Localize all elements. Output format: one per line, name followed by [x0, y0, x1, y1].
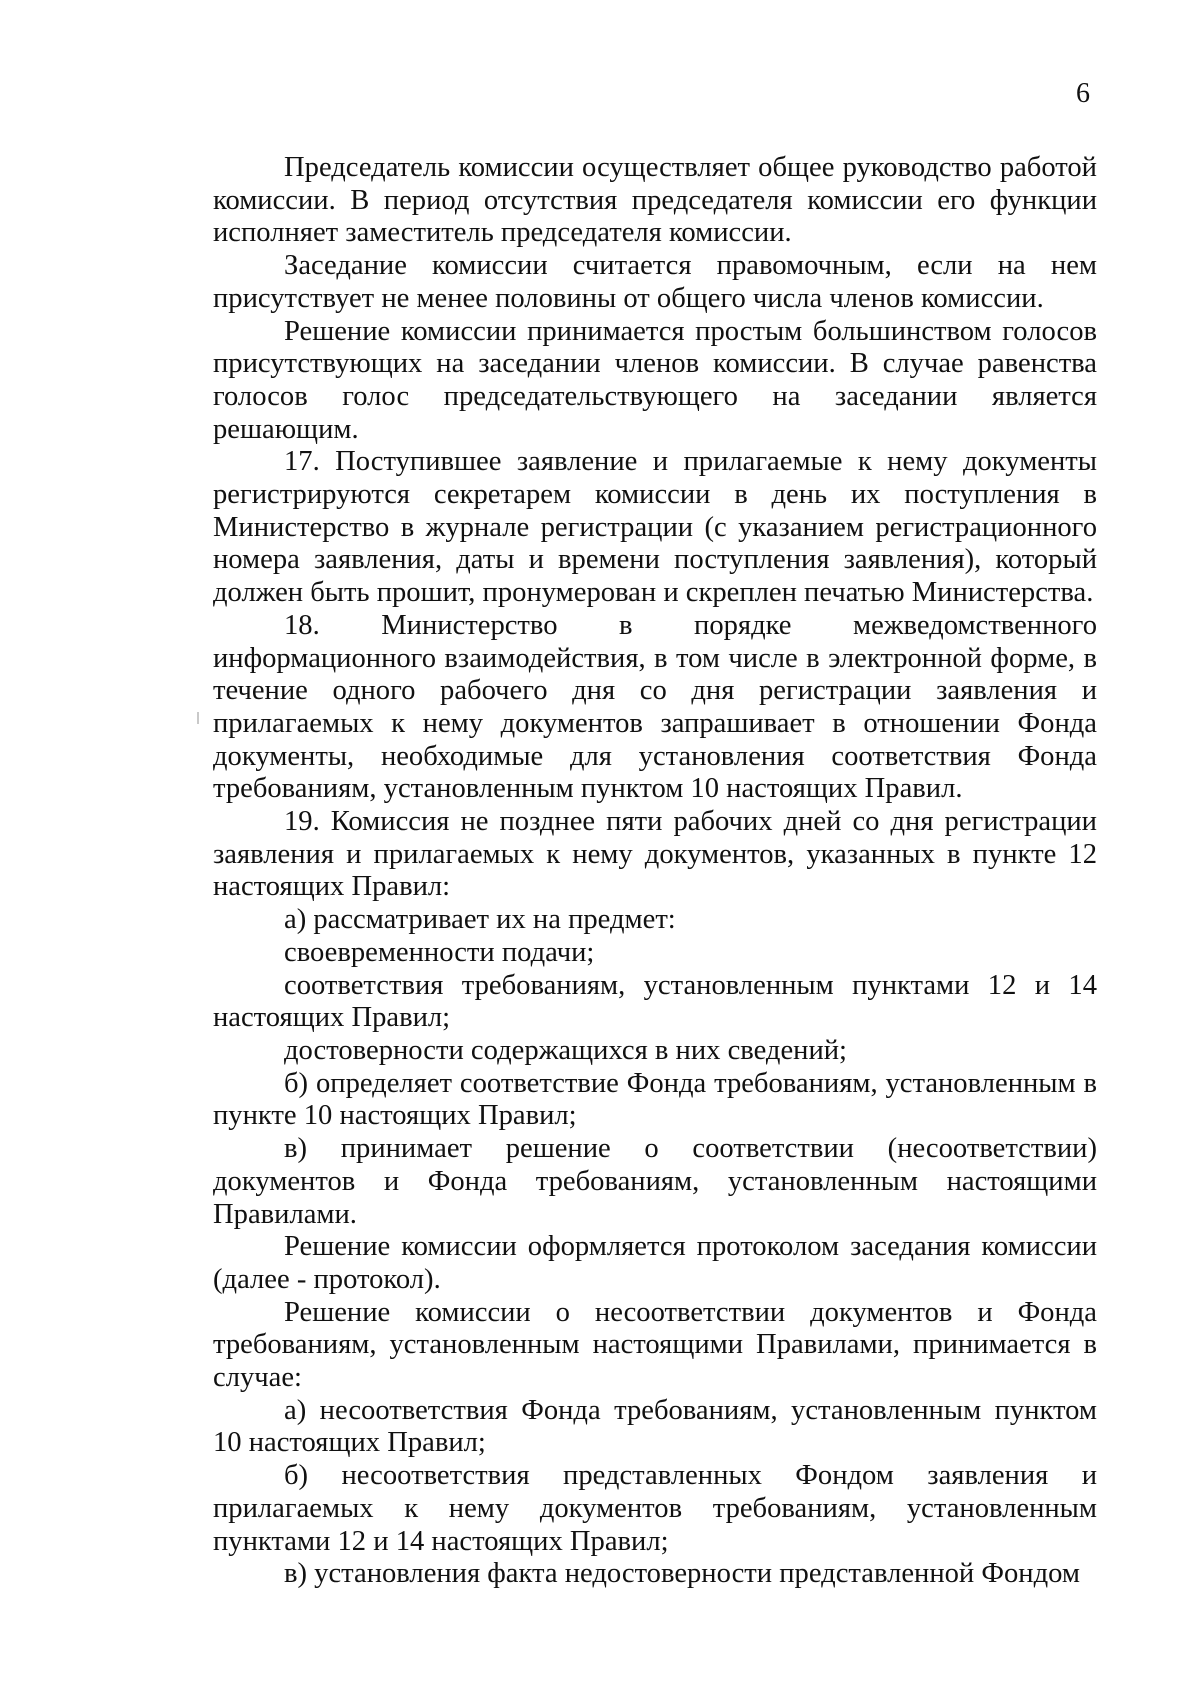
document-body — [213, 152, 1097, 1591]
paragraph-subitem-a: а) рассматривает их на предмет: — [284, 904, 676, 936]
paragraph-quorum: Заседание комиссии считается правомочным, если на нем присутствует не менее половины от общего числа членов комиссии. — [213, 250, 1097, 314]
paragraph-reliability: достоверности содержащихся в них сведений; — [284, 1034, 847, 1066]
paragraph-timeliness: своевременности подачи; — [284, 936, 595, 968]
paragraph-noncompliance-decision: Решение комиссии о несоответствии документов и Фонда требованиям, установленным настоящими Правилами, принимается в случае: — [213, 1296, 1097, 1394]
paragraph-item-17: 17. Поступившее заявление и прилагаемые к нему документы регистрируются секретарем комиссии в день их поступления в Министерство в журнале регистрации (с указанием регистрационного номера заявления, даты и времени поступления заявления), который должен быть прошит, пронумерован и скреплен печатью Министерства. — [213, 446, 1097, 609]
paragraph-compliance: соответствия требованиям, установленным пунктами 12 и 14 настоящих Правил; — [213, 969, 1097, 1034]
paragraph-subitem-b: б) определяет соответствие Фонда требованиям, установленным в пункте 10 настоящих Правил; — [213, 1067, 1097, 1132]
paragraph-case-v: в) установления факта недостоверности представленной Фондом — [284, 1558, 1080, 1590]
paragraph-item-19: 19. Комиссия не позднее пяти рабочих дней со дня регистрации заявления и прилагаемых к нему документов, указанных в пункте 12 настоящих Правил: — [213, 806, 1097, 903]
paragraph-chairman-duties: Председатель комиссии осуществляет общее руководство работой комиссии. В период отсутствия председателя комиссии его функции исполняет заместитель председателя комиссии. — [213, 152, 1097, 249]
paragraph-protocol: Решение комиссии оформляется протоколом заседания комиссии (далее - протокол). — [213, 1231, 1097, 1295]
paragraph-case-b: б) несоответствия представленных Фондом заявления и прилагаемых к нему документов требованиям, установленным пунктами 12 и 14 настоящих Правил; — [213, 1460, 1097, 1557]
paragraph-item-18: 18. Министерство в порядке межведомственного информационного взаимодействия, в том числе в электронной форме, в течение одного рабочего дня со дня регистрации заявления и прилагаемых к нему документов запрашивает в отношении Фонда документы, необходимые для установления соответствия Фонда требованиям, установленным пунктом 10 настоящих Правил. — [213, 609, 1097, 805]
page-number: 6 — [1076, 78, 1090, 109]
paragraph-case-a: а) несоответствия Фонда требованиям, установленным пунктом 10 настоящих Правил; — [213, 1394, 1097, 1459]
paragraph-voting: Решение комиссии принимается простым большинством голосов присутствующих на заседании членов комиссии. В случае равенства голосов голос председательствующего на заседании является решающим. — [213, 315, 1097, 445]
paragraph-subitem-v: в) принимает решение о соответствии (несоответствии) документов и Фонда требованиям, установленным настоящими Правилами. — [213, 1133, 1097, 1230]
scan-artifact — [197, 712, 199, 724]
